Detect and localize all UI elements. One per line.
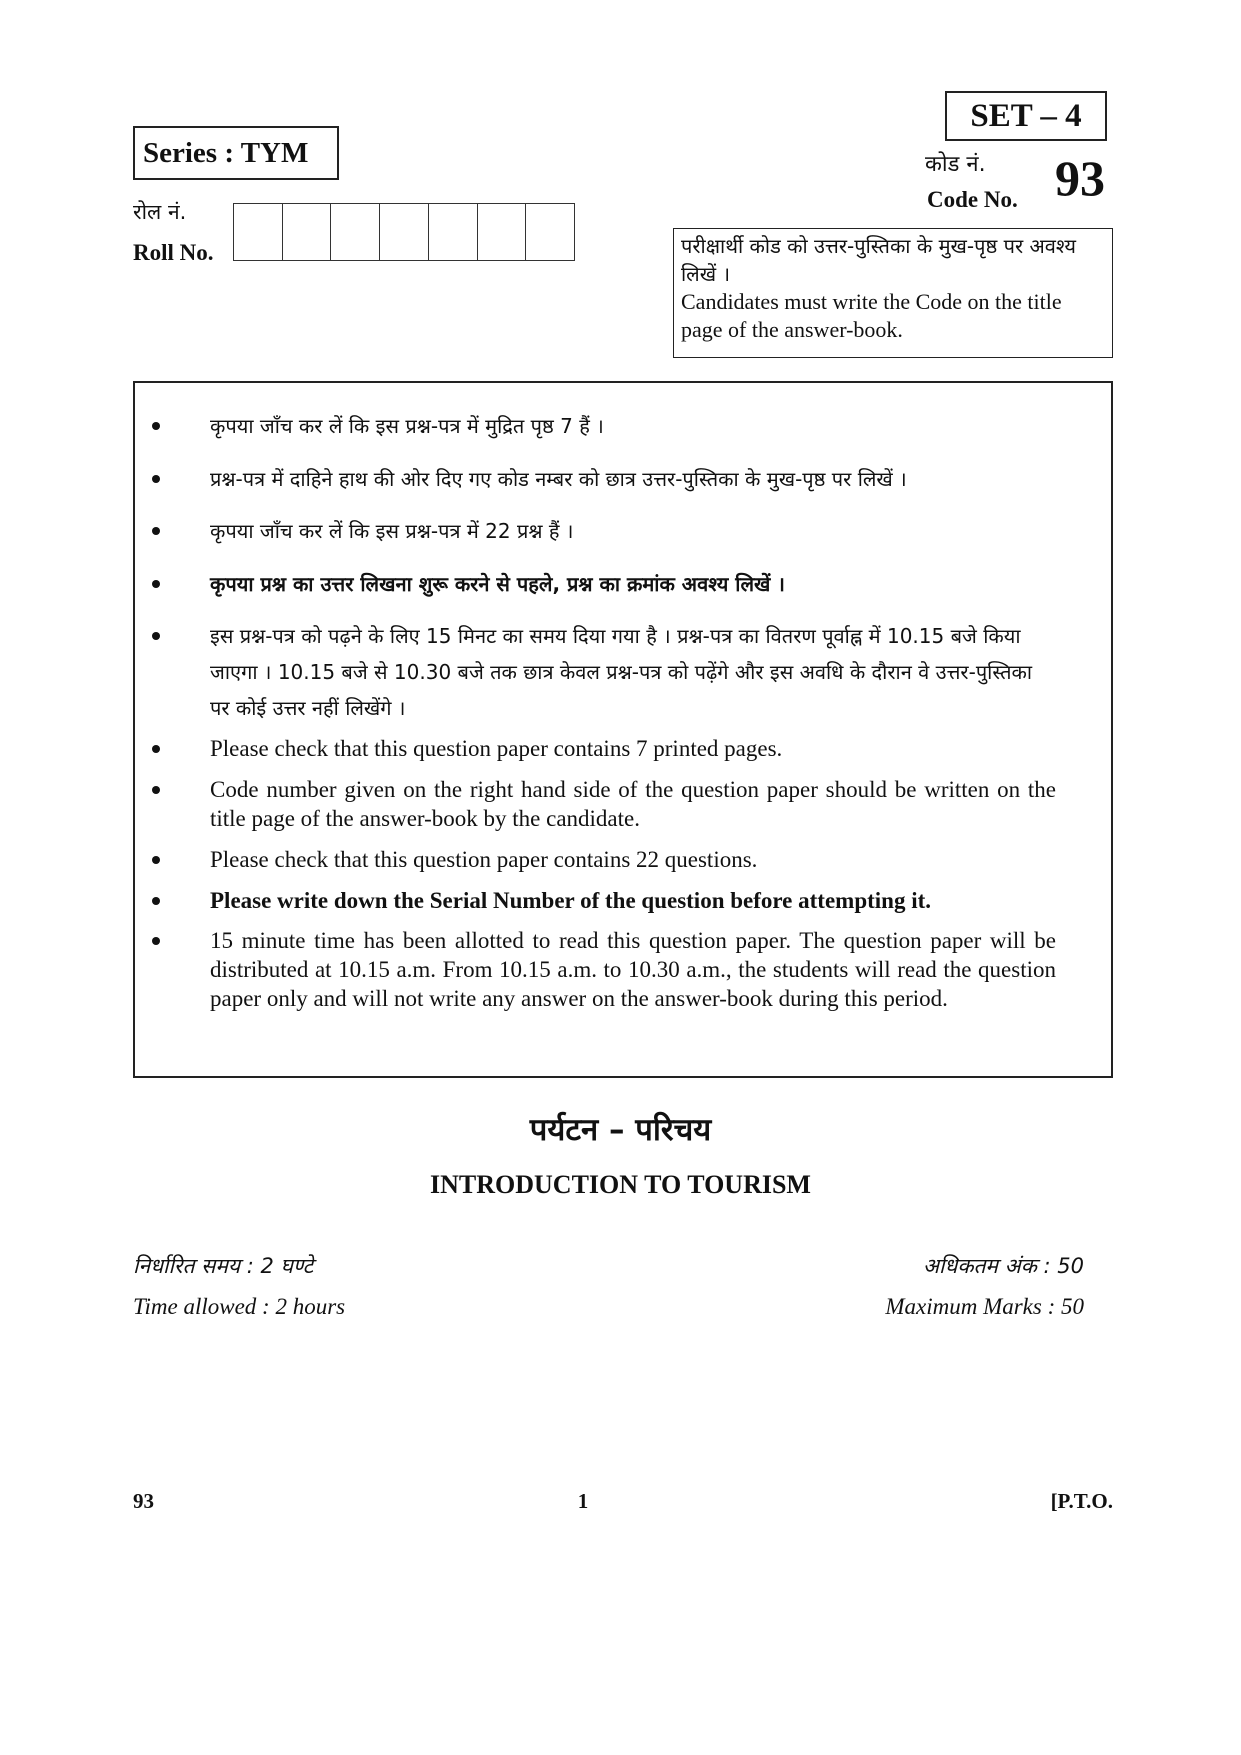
bullet-icon bbox=[152, 786, 164, 798]
bullet-icon bbox=[152, 422, 164, 434]
bullet-icon bbox=[152, 580, 164, 592]
code-label-hindi: कोड नं. bbox=[925, 152, 986, 177]
roll-number-boxes[interactable] bbox=[233, 203, 575, 261]
maximum-marks-hindi: अधिकतम अंक : 50 bbox=[922, 1254, 1084, 1278]
instruction-text: Please check that this question paper contains 7 printed pages. bbox=[210, 736, 783, 761]
bullet-icon bbox=[152, 937, 164, 949]
footer-code: 93 bbox=[133, 1489, 154, 1513]
roll-digit-box[interactable] bbox=[525, 204, 575, 260]
time-allowed-hindi: निर्धारित समय : 2 घण्टे bbox=[133, 1254, 314, 1278]
bullet-icon bbox=[152, 527, 164, 539]
instruction-text: Code number given on the right hand side of the question paper should be written on the title page of the answer-book by the candidate. bbox=[210, 777, 1056, 831]
maximum-marks-english: Maximum Marks : 50 bbox=[885, 1294, 1084, 1319]
footer-page-number: 1 bbox=[577, 1489, 589, 1513]
roll-label-english: Roll No. bbox=[133, 240, 214, 265]
roll-digit-box[interactable] bbox=[330, 204, 379, 260]
subject-title-english: INTRODUCTION TO TOURISM bbox=[430, 1170, 811, 1199]
code-label-english: Code No. bbox=[927, 187, 1018, 212]
subject-title-hindi: पर्यटन – परिचय bbox=[529, 1112, 712, 1148]
roll-label-hindi: रोल नं. bbox=[133, 200, 187, 224]
bullet-icon bbox=[152, 897, 164, 909]
code-note-english: Candidates must write the Code on the title page of the answer-book. bbox=[681, 289, 1062, 342]
instruction-text: प्रश्न-पत्र में दाहिने हाथ की ओर दिए गए कोड नम्बर को छात्र उत्तर-पुस्तिका के मुख-पृष्ठ पर लिखें । bbox=[210, 467, 907, 491]
set-box bbox=[945, 91, 1107, 141]
instruction-text: इस प्रश्न-पत्र को पढ़ने के लिए 15 मिनट का समय दिया गया है । प्रश्न-पत्र का वितरण पूर्वाह्न में 10.15 बजे किया जाएगा । 10.15 बजे से 10.30 बजे तक छात्र केवल प्रश्न-पत्र को पढ़ेंगे और इस अवधि के दौरान वे उत्तर-पुस्तिका पर कोई उत्तर नहीं लिखेंगे । bbox=[210, 624, 1033, 720]
instructions-box bbox=[133, 381, 1113, 1078]
code-note-hindi: परीक्षार्थी कोड को उत्तर-पुस्तिका के मुख-पृष्ठ पर अवश्य लिखें । bbox=[681, 234, 1076, 286]
instruction-text: Please write down the Serial Number of the question before attempting it. bbox=[210, 888, 932, 913]
roll-digit-box[interactable] bbox=[233, 204, 282, 260]
instruction-text: कृपया जाँच कर लें कि इस प्रश्न-पत्र में 22 प्रश्न हैं । bbox=[210, 519, 574, 543]
series-box bbox=[133, 126, 339, 180]
roll-digit-box[interactable] bbox=[379, 204, 428, 260]
bullet-icon bbox=[152, 856, 164, 868]
code-instruction-box bbox=[673, 228, 1113, 358]
roll-digit-box[interactable] bbox=[282, 204, 331, 260]
instruction-text: कृपया जाँच कर लें कि इस प्रश्न-पत्र में मुद्रित पृष्ठ 7 हैं । bbox=[210, 414, 604, 438]
instruction-text: 15 minute time has been allotted to read this question paper. The question paper will be distributed at 10.15 a.m. From 10.15 a.m. to 10.30 a.m., the students will read the question paper only and will not write any answer on the answer-book during this period. bbox=[210, 928, 1056, 1011]
roll-digit-box[interactable] bbox=[477, 204, 526, 260]
bullet-icon bbox=[152, 632, 164, 644]
bullet-icon bbox=[152, 745, 164, 757]
code-number: 93 bbox=[1055, 150, 1105, 206]
series-label: Series : TYM bbox=[143, 137, 309, 169]
time-allowed-english: Time allowed : 2 hours bbox=[133, 1294, 346, 1319]
bullet-icon bbox=[152, 475, 164, 487]
instruction-text: Please check that this question paper contains 22 questions. bbox=[210, 847, 758, 872]
footer-pto: [P.T.O. bbox=[1050, 1489, 1113, 1513]
instruction-text: कृपया प्रश्न का उत्तर लिखना शुरू करने से पहले, प्रश्न का क्रमांक अवश्य लिखें । bbox=[210, 572, 785, 596]
set-label: SET – 4 bbox=[970, 98, 1082, 134]
roll-digit-box[interactable] bbox=[428, 204, 477, 260]
